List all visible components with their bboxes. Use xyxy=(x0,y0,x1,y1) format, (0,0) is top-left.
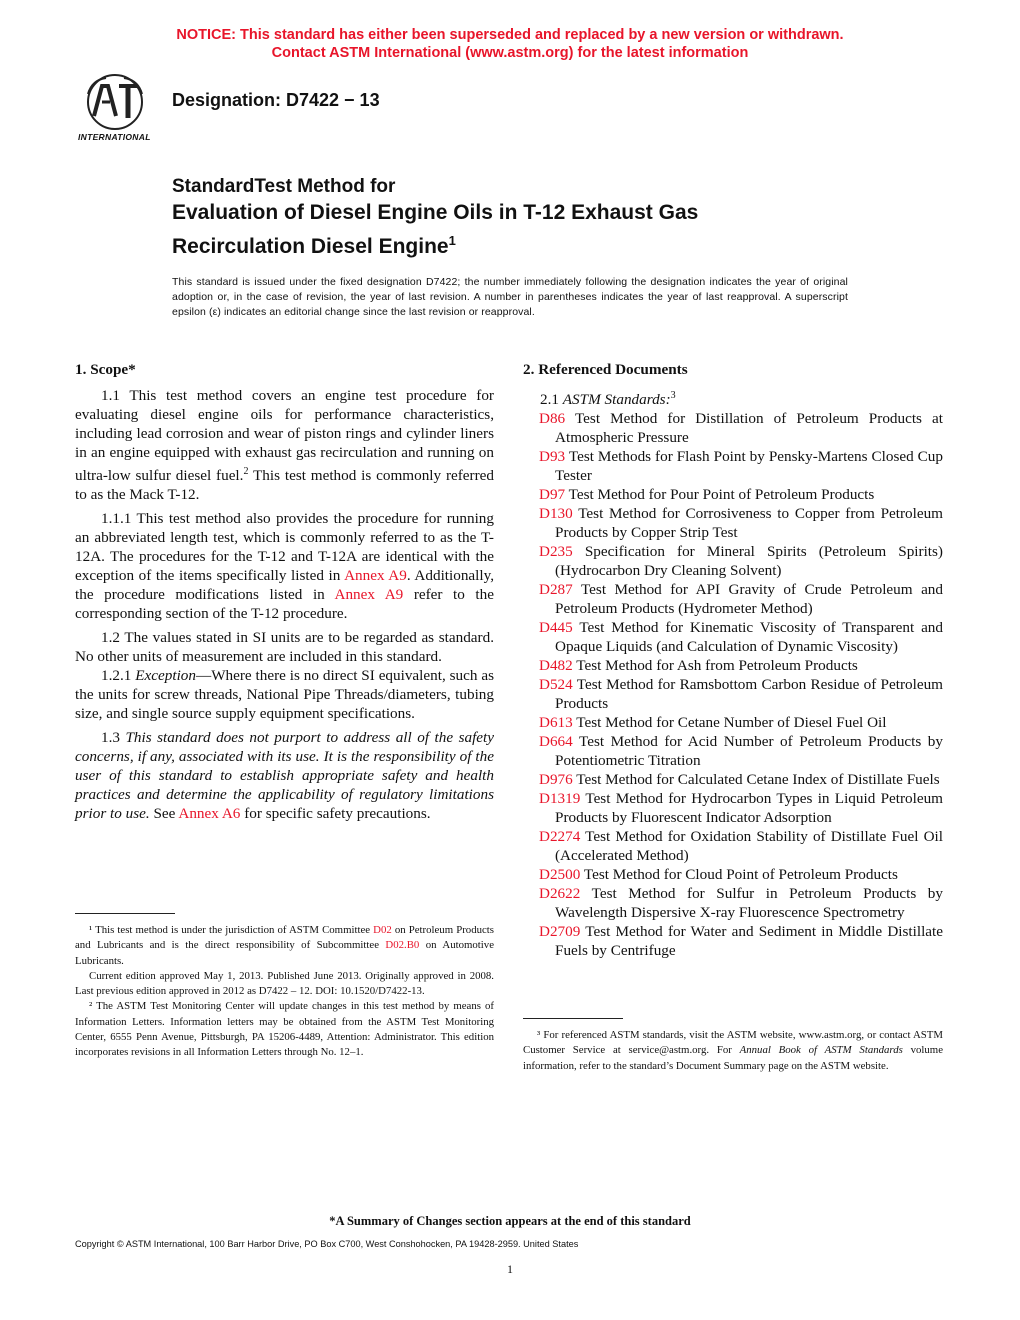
reference-code-link[interactable]: D1319 xyxy=(539,790,581,808)
reference-item: D664 Test Method for Acid Number of Petroleum Products by Potentiometric Titration xyxy=(539,733,943,770)
reference-item: D130 Test Method for Corrosiveness to Copper from Petroleum Products by Copper Strip Test xyxy=(539,505,943,542)
reference-item: D482 Test Method for Ash from Petroleum Products xyxy=(539,657,858,675)
reference-code-link[interactable]: D130 xyxy=(539,505,573,523)
title-line-1: StandardTest Method for xyxy=(172,176,396,197)
title-footnote-mark: 1 xyxy=(448,233,456,248)
annex-a6-link[interactable]: Annex A6 xyxy=(178,805,241,823)
logo-wordmark: INTERNATIONAL xyxy=(78,132,151,142)
right-column xyxy=(523,360,943,960)
footnote-3: ³ For referenced ASTM standards, visit the ASTM website, www.astm.org, or contact ASTM Customer Service at service@astm.org. For Annual Book of ASTM Standards volume information, refer to the standard’s Document Summary page on the ASTM website. xyxy=(523,1029,943,1072)
reference-item: D86 Test Method for Distillation of Petroleum Products at Atmospheric Pressure xyxy=(539,410,943,447)
reference-item: D524 Test Method for Ramsbottom Carbon Residue of Petroleum Products xyxy=(539,676,943,713)
astm-standards-subheading: 2.1 ASTM Standards:$^3$ xyxy=(540,390,676,409)
reference-item: D93 Test Methods for Flash Point by Pensky-Martens Closed Cup Tester xyxy=(539,448,943,485)
reference-item: D2709 Test Method for Water and Sediment in Middle Distillate Fuels by Centrifuge xyxy=(539,923,943,960)
reference-code-link[interactable]: D97 xyxy=(539,486,566,504)
title-line-3: Recirculation Diesel Engine$^1$ xyxy=(172,233,456,258)
copyright-line: Copyright © ASTM International, 100 Barr Harbor Drive, PO Box C700, West Conshohocken, PA 19428-2959. United States xyxy=(75,1239,579,1249)
reference-item: D1319 Test Method for Hydrocarbon Types in Liquid Petroleum Products by Fluorescent Indicator Adsorption xyxy=(539,790,943,827)
reference-code-link[interactable]: D2622 xyxy=(539,885,581,903)
footnotes-left xyxy=(75,923,494,1061)
footnote-divider xyxy=(523,1018,623,1019)
reference-code-link[interactable]: D2500 xyxy=(539,866,581,884)
reference-item: D445 Test Method for Kinematic Viscosity of Transparent and Opaque Liquids (and Calculation of Dynamic Viscosity) xyxy=(539,619,943,656)
document-title xyxy=(172,175,872,261)
reference-code-link[interactable]: D482 xyxy=(539,657,573,675)
para-1-1: 1.1 This test method covers an engine test procedure for evaluating diesel engine oils for performance characteristics, including lead corrosion and wear of piston rings and cylinder liners in an engine equipped with exhaust gas recirculation and running on ultra-low sulfur diesel fuel.$^2$ This test method is commonly referred to as the Mack T-12. xyxy=(75,387,494,504)
para-1-1-1: 1.1.1 This test method also provides the procedure for running an abbreviated length test, which is commonly referred to as the T-12A. The procedures for the T-12 and T-12A are identical with the exception of the items specifically listed in Annex A9. Additionally, the procedure modifications listed in Annex A9 refer to the corresponding section of the T-12 procedure. xyxy=(75,510,494,623)
reference-code-link[interactable]: D613 xyxy=(539,714,573,732)
reference-item: D287 Test Method for API Gravity of Crude Petroleum and Petroleum Products (Hydrometer Method) xyxy=(539,581,943,618)
reference-code-link[interactable]: D524 xyxy=(539,676,573,694)
reference-code-link[interactable]: D445 xyxy=(539,619,573,637)
footnote-2: ² The ASTM Test Monitoring Center will update changes in this test method by means of Information Letters. Information letters may be obtained from the ASTM Test Monitoring Center, 6555 Penn Avenue, Pittsburgh, PA 15206-4489, Attention: Administrator. This edition incorporates revisions in all Information Letters through No. 12–1. xyxy=(75,1000,494,1059)
referenced-documents-heading: 2. Referenced Documents xyxy=(523,361,688,378)
para-1-2-1: 1.2.1 Exception—Where there is no direct SI equivalent, such as the units for screw threads, National Pipe Threads/diameters, tubing size, and single source supply equipment specifications. xyxy=(75,667,495,723)
footnotes-right xyxy=(523,1028,943,1074)
reference-code-link[interactable]: D2709 xyxy=(539,923,581,941)
designation: Designation: D7422 − 13 xyxy=(172,90,380,110)
notice-line-1: NOTICE: This standard has either been superseded and replaced by a new version or withdrawn. xyxy=(176,27,844,43)
reference-code-link[interactable]: D235 xyxy=(539,543,573,561)
footnote-divider xyxy=(75,913,175,914)
annex-a9-link[interactable]: Annex A9 xyxy=(334,586,404,604)
scope-heading: 1. Scope* xyxy=(75,361,136,378)
reference-item: D2622 Test Method for Sulfur in Petroleum Products by Wavelength Dispersive X-ray Fluorescence Spectrometry xyxy=(539,885,943,922)
reference-item: D613 Test Method for Cetane Number of Diesel Fuel Oil xyxy=(539,714,887,732)
notice-line-2: Contact ASTM International (www.astm.org) for the latest information xyxy=(271,45,749,61)
reference-item: D235 Specification for Mineral Spirits (Petroleum Spirits) (Hydrocarbon Dry Cleaning Solvent) xyxy=(539,543,943,580)
page-number: 1 xyxy=(507,1262,513,1276)
reference-item: D2274 Test Method for Oxidation Stability of Distillate Fuel Oil (Accelerated Method) xyxy=(539,828,943,865)
reference-item: D2500 Test Method for Cloud Point of Petroleum Products xyxy=(539,866,898,884)
reference-item: D97 Test Method for Pour Point of Petroleum Products xyxy=(539,486,875,504)
committee-d02-link[interactable]: D02 xyxy=(373,924,392,936)
astm-logo xyxy=(72,72,162,147)
subcommittee-d02b0-link[interactable]: D02.B0 xyxy=(385,939,420,952)
supersede-notice xyxy=(0,26,1020,62)
reference-list xyxy=(523,409,943,960)
issue-note: This standard is issued under the fixed designation D7422; the number immediately following the designation indicates the year of original adoption or, in the case of revision, the year of last revision. A number in parentheses indicates the year of last reapproval. A superscript epsilon (ε) indicates an editorial change since the last revision or reapproval. xyxy=(172,276,848,318)
reference-code-link[interactable]: D664 xyxy=(539,733,573,751)
reference-code-link[interactable]: D86 xyxy=(539,410,566,428)
reference-code-link[interactable]: D976 xyxy=(539,771,573,789)
reference-code-link[interactable]: D93 xyxy=(539,448,566,466)
title-line-2: Evaluation of Diesel Engine Oils in T-12 Exhaust Gas xyxy=(172,201,699,224)
footnote-1-edition: Current edition approved May 1, 2013. Published June 2013. Originally approved in 2008. Last previous edition approved in 2012 as D7422 – 12. DOI: 10.1520/D7422-13. xyxy=(75,969,494,998)
para-1-3: 1.3 This standard does not purport to address all of the safety concerns, if any, associated with its use. It is the responsibility of the user of this standard to establish appropriate safety and health practices and determine the applicability of regulatory limitations prior to use. See Annex A6 for specific safety precautions. xyxy=(75,729,495,823)
reference-item: D976 Test Method for Calculated Cetane Index of Distillate Fuels xyxy=(539,771,940,789)
para-1-2: 1.2 The values stated in SI units are to be regarded as standard. No other units of measurement are included in this standard. xyxy=(75,629,494,666)
annex-a9-link[interactable]: Annex A9 xyxy=(344,567,407,585)
reference-code-link[interactable]: D287 xyxy=(539,581,573,599)
reference-code-link[interactable]: D2274 xyxy=(539,828,581,846)
left-column xyxy=(75,360,494,828)
summary-of-changes-note: *A Summary of Changes section appears at the end of this standard xyxy=(329,1214,691,1228)
footnote-1: ¹ This test method is under the jurisdiction of ASTM Committee D02 on Petroleum Products and Lubricants and is the direct responsibility of Subcommittee D02.B0 on Automotive Lubricants. xyxy=(75,924,494,967)
